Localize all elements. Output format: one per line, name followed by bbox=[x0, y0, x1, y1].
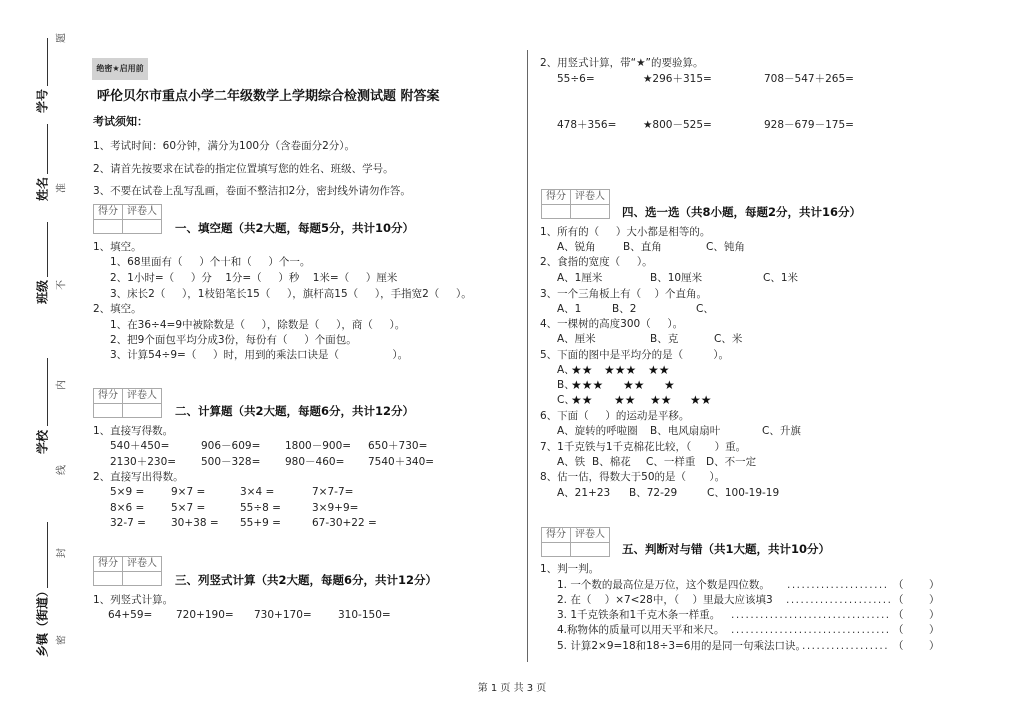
star-group: ★★ bbox=[571, 363, 593, 377]
arithmetic-item: 55+9 = bbox=[240, 517, 281, 529]
grader-cell bbox=[123, 572, 161, 585]
choice-option: A、厘米 bbox=[557, 333, 596, 345]
score-cell bbox=[542, 205, 571, 218]
notice-item: 1、考试时间：60分钟，满分为100分（含卷面分2分）。 bbox=[93, 140, 356, 152]
answer-paren-close: ） bbox=[929, 594, 940, 606]
choice-question: 2、食指的宽度（ ）。 bbox=[540, 256, 653, 268]
arithmetic-item: 1800－900= bbox=[285, 440, 352, 452]
township-label: 乡镇（街道） bbox=[35, 584, 50, 658]
column-divider bbox=[527, 50, 528, 662]
choice-option: D、不一定 bbox=[706, 456, 757, 468]
choice-question: 8、估一估，得数大于50的是（ ）。 bbox=[540, 471, 726, 483]
answer-paren-open: （ bbox=[893, 594, 904, 606]
dot-leader: ...................... bbox=[786, 594, 893, 606]
section2-heading: 二、计算题（共2大题，每题6分，共计12分） bbox=[175, 404, 415, 418]
choice-option: B、10厘米 bbox=[650, 272, 703, 284]
question-prompt: 1、直接写得数。 bbox=[93, 425, 174, 437]
answer-paren-open: （ bbox=[893, 624, 904, 636]
judgment-statement: 2. 在（ ）×7<28中，（ ）里最大应该填3 bbox=[557, 594, 773, 606]
score-label: 得分 bbox=[94, 205, 123, 219]
judgment-statement: 1. 一个数的最高位是万位，这个数是四位数。 bbox=[557, 579, 770, 591]
arithmetic-item: ★296＋315= bbox=[643, 73, 712, 85]
question-prompt: 1、列竖式计算。 bbox=[93, 594, 174, 606]
score-box-section5 bbox=[541, 527, 610, 557]
arithmetic-item: 730+170= bbox=[254, 609, 312, 621]
star-option-label: C、 bbox=[557, 394, 575, 406]
score-label: 得分 bbox=[94, 389, 123, 403]
choice-question: 5、下面的图中是平均分的是（ ）。 bbox=[540, 349, 729, 361]
arithmetic-item: 3×4 = bbox=[240, 486, 275, 498]
choice-option: A、1厘米 bbox=[557, 272, 603, 284]
answer-paren-open: （ bbox=[893, 640, 904, 652]
question-prompt: 1、填空。 bbox=[93, 241, 142, 253]
answer-paren-close: ） bbox=[929, 609, 940, 621]
choice-option: A、1 bbox=[557, 303, 582, 315]
score-cell bbox=[94, 404, 123, 417]
arithmetic-item: 720+190= bbox=[176, 609, 234, 621]
choice-option: B、克 bbox=[650, 333, 679, 345]
township-write-line bbox=[47, 522, 48, 588]
score-cell bbox=[542, 543, 571, 556]
score-box-section1 bbox=[93, 204, 162, 234]
seal-char-1: 题 bbox=[56, 33, 68, 43]
answer-paren-open: （ bbox=[893, 579, 904, 591]
school-label: 学校 bbox=[35, 429, 50, 455]
arithmetic-item: 928－679－175= bbox=[764, 119, 854, 131]
score-label: 得分 bbox=[94, 557, 123, 571]
star-option-label: A、 bbox=[557, 364, 575, 376]
score-cell bbox=[94, 220, 123, 233]
dot-leader: .................. bbox=[802, 640, 890, 652]
score-label: 得分 bbox=[542, 190, 571, 204]
arithmetic-item: 64+59= bbox=[108, 609, 153, 621]
class-write-line bbox=[47, 222, 48, 277]
notice-title: 考试须知： bbox=[93, 115, 148, 128]
choice-option: B、电风扇扇叶 bbox=[650, 425, 721, 437]
class-label: 班级 bbox=[35, 279, 50, 305]
answer-paren-open: （ bbox=[893, 609, 904, 621]
star-group: ★★ bbox=[623, 378, 645, 392]
notice-item: 2、请首先按要求在试卷的指定位置填写您的姓名、班级、学号。 bbox=[93, 163, 394, 175]
question-item: 1、在36÷4=9中被除数是（ ），除数是（ ），商（ ）。 bbox=[110, 319, 406, 331]
answer-paren-close: ） bbox=[929, 640, 940, 652]
star-group: ★ bbox=[664, 378, 675, 392]
arithmetic-item: 8×6 = bbox=[110, 502, 145, 514]
dot-leader: ................................. bbox=[731, 624, 891, 636]
choice-option: A、锐角 bbox=[557, 241, 596, 253]
arithmetic-item: 55÷8 = bbox=[240, 502, 281, 514]
dot-leader: ..................... bbox=[787, 579, 889, 591]
arithmetic-item: 30+38 = bbox=[171, 517, 219, 529]
judgment-statement: 5. 计算2×9=18和18÷3=6用的是同一句乘法口诀。 bbox=[557, 640, 806, 652]
student-id-write-line bbox=[47, 38, 48, 86]
grader-label: 评卷人 bbox=[575, 529, 605, 540]
section3-heading: 三、列竖式计算（共2大题，每题6分，共计12分） bbox=[175, 573, 438, 587]
school-write-line bbox=[47, 358, 48, 426]
arithmetic-item: 980－460= bbox=[285, 456, 345, 468]
choice-option: A、铁 bbox=[557, 456, 586, 468]
question-prompt: 2、直接写出得数。 bbox=[93, 471, 184, 483]
arithmetic-item: 9×7 = bbox=[171, 486, 206, 498]
question-item: 2、把9个面包平均分成3份，每份有（ ）个面包。 bbox=[110, 334, 357, 346]
choice-question: 6、下面（ ）的运动是平移。 bbox=[540, 410, 690, 422]
star-group: ★★ bbox=[690, 393, 712, 407]
arithmetic-item: 478＋356= bbox=[557, 119, 617, 131]
star-group: ★★ bbox=[650, 393, 672, 407]
arithmetic-item: 7×7-7= bbox=[312, 486, 354, 498]
arithmetic-item: 500－328= bbox=[201, 456, 261, 468]
section1-heading: 一、填空题（共2大题，每题5分，共计10分） bbox=[175, 221, 415, 235]
question-prompt: 2、填空。 bbox=[93, 303, 142, 315]
seal-char-3: 不 bbox=[56, 280, 68, 290]
arithmetic-item: 906－609= bbox=[201, 440, 261, 452]
score-cell bbox=[94, 572, 123, 585]
name-write-line bbox=[47, 124, 48, 174]
choice-option: A、21+23 bbox=[557, 487, 611, 499]
arithmetic-item: 5×7 = bbox=[171, 502, 206, 514]
score-label: 得分 bbox=[542, 528, 571, 542]
choice-option: B、棉花 bbox=[592, 456, 631, 468]
choice-option: C、100-19-19 bbox=[707, 487, 780, 499]
arithmetic-item: 540＋450= bbox=[110, 440, 170, 452]
score-box-section3 bbox=[93, 556, 162, 586]
arithmetic-item: 650＋730= bbox=[368, 440, 428, 452]
grader-cell bbox=[571, 543, 609, 556]
dot-leader: ................................. bbox=[731, 609, 891, 621]
choice-option: C、一样重 bbox=[646, 456, 696, 468]
page-title: 呼伦贝尔市重点小学二年级数学上学期综合检测试题 附答案 bbox=[97, 89, 440, 104]
notice-item: 3、不要在试卷上乱写乱画，卷面不整洁扣2分，密封线外请勿作答。 bbox=[93, 185, 411, 197]
arithmetic-item: 32-7 = bbox=[110, 517, 146, 529]
question-item: 3、床长2（ ），1枝铅笔长15（ ），旗杆高15（ ），手指宽2（ ）。 bbox=[110, 288, 472, 300]
seal-char-5: 线 bbox=[56, 465, 68, 475]
choice-option: C、米 bbox=[714, 333, 743, 345]
arithmetic-item: 708－547＋265= bbox=[764, 73, 854, 85]
question-item: 1、68里面有（ ）个十和（ ）个一。 bbox=[110, 256, 311, 268]
choice-option: B、直角 bbox=[623, 241, 662, 253]
choice-option: B、2 bbox=[612, 303, 637, 315]
student-id-label: 学号 bbox=[35, 88, 50, 114]
grader-label: 评卷人 bbox=[127, 390, 157, 401]
name-label: 姓名 bbox=[35, 176, 50, 202]
judgment-statement: 4.称物体的质量可以用天平和米尺。 bbox=[557, 624, 725, 636]
score-box-section4 bbox=[541, 189, 610, 219]
choice-option: C、1米 bbox=[763, 272, 799, 284]
choice-option: C、 bbox=[696, 303, 714, 315]
choice-question: 3、一个三角板上有（ ）个直角。 bbox=[540, 288, 708, 300]
arithmetic-item: 55÷6= bbox=[557, 73, 595, 85]
arithmetic-item: 7540＋340= bbox=[368, 456, 435, 468]
question-prompt: 1、判一判。 bbox=[540, 563, 600, 575]
arithmetic-item: 310-150= bbox=[338, 609, 391, 621]
seal-char-6: 封 bbox=[56, 548, 68, 558]
question-item: 3、计算54÷9=（ ）时，用到的乘法口诀是（ ）。 bbox=[110, 349, 409, 361]
star-group: ★★ bbox=[648, 363, 670, 377]
choice-question: 1、所有的（ ）大小都是相等的。 bbox=[540, 226, 711, 238]
choice-option: A、旋转的呼啦圈 bbox=[557, 425, 638, 437]
arithmetic-item: 67-30+22 = bbox=[312, 517, 377, 529]
choice-option: C、钝角 bbox=[706, 241, 745, 253]
star-group: ★★ bbox=[614, 393, 636, 407]
question-prompt: 2、用竖式计算，带“★”的要验算。 bbox=[540, 57, 704, 69]
answer-paren-close: ） bbox=[929, 579, 940, 591]
question-item: 2、1小时=（ ）分 1分=（ ）秒 1米=（ ）厘米 bbox=[110, 272, 398, 284]
arithmetic-item: 3×9+9= bbox=[312, 502, 359, 514]
choice-question: 7、1千克铁与1千克棉花比较，（ ）重。 bbox=[540, 441, 747, 453]
seal-char-4: 内 bbox=[56, 380, 68, 390]
arithmetic-item: 5×9 = bbox=[110, 486, 145, 498]
section4-heading: 四、选一选（共8小题，每题2分，共计16分） bbox=[622, 205, 862, 219]
arithmetic-item: ★800－525= bbox=[643, 119, 712, 131]
secret-tag: 绝密★启用前 bbox=[92, 58, 148, 80]
star-group: ★★ bbox=[571, 393, 593, 407]
star-group: ★★★ bbox=[604, 363, 637, 377]
grader-cell bbox=[571, 205, 609, 218]
seal-char-7: 密 bbox=[56, 635, 68, 645]
answer-paren-close: ） bbox=[929, 624, 940, 636]
section5-heading: 五、判断对与错（共1大题，共计10分） bbox=[622, 542, 831, 556]
arithmetic-item: 2130＋230= bbox=[110, 456, 177, 468]
star-option-label: B、 bbox=[557, 379, 575, 391]
grader-label: 评卷人 bbox=[575, 191, 605, 202]
seal-char-2: 准 bbox=[56, 183, 68, 193]
choice-option: B、72-29 bbox=[629, 487, 678, 499]
judgment-statement: 3. 1千克铁条和1千克木条一样重。 bbox=[557, 609, 721, 621]
grader-cell bbox=[123, 220, 161, 233]
choice-option: C、升旗 bbox=[762, 425, 801, 437]
grader-cell bbox=[123, 404, 161, 417]
choice-question: 4、一棵树的高度300（ ）。 bbox=[540, 318, 684, 330]
grader-label: 评卷人 bbox=[127, 558, 157, 569]
score-box-section2 bbox=[93, 388, 162, 418]
star-group: ★★★ bbox=[571, 378, 604, 392]
page-number: 第 1 页 共 3 页 bbox=[477, 683, 547, 694]
grader-label: 评卷人 bbox=[127, 206, 157, 217]
